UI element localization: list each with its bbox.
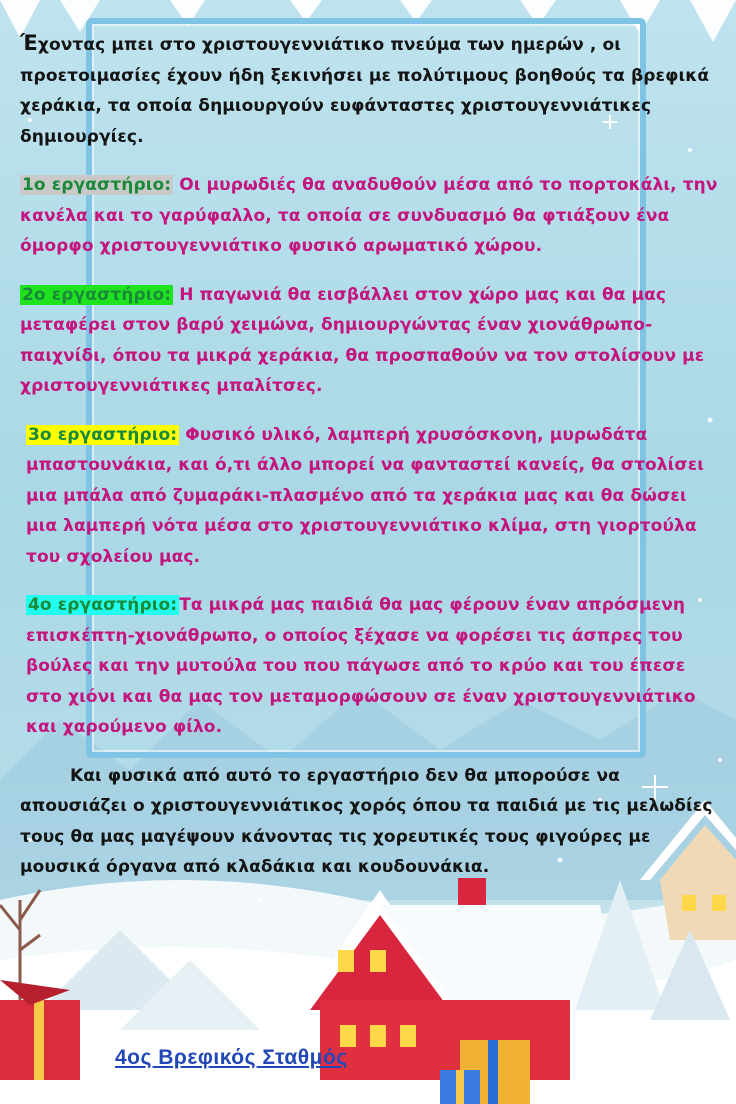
- intro-paragraph: [20, 28, 720, 152]
- workshop-4-text: Τα μικρά μας παιδιά θα μας φέρουν έναν απρόσμενη επισκέπτη-χιονάθρωπο, ο οποίος ξέχασε να φορέσει τις άσπρες του βούλες και την μυτούλα του που πάγωσε από το κρύο και του έπεσε στο χιόνι και θα μας τον μεταμορφώσουν σε έναν χριστουγεννιάτικο και χαρούμενο φίλο.: [26, 595, 696, 737]
- intro-body: προετοιμασίες έχουν ήδη ξεκινήσει με πολύτιμους βοηθούς τα βρεφικά χεράκια, τα οποία δημιουργούν ευφάνταστες χριστουγεννιάτικες δημιουργίες.: [20, 65, 710, 147]
- workshop-1: [20, 170, 720, 262]
- workshop-1-text: Οι μυρωδιές θα αναδυθούν μέσα από το πορτοκάλι, την κανέλα και το γαρύφαλλο, τα οποία σε συνδυασμό θα φτιάξουν ένα όμορφο χριστουγεννιάτικο φυσικό αρωματικό χώρου.: [20, 175, 718, 256]
- workshop-4: [20, 590, 720, 743]
- workshop-3-text: Φυσικό υλικό, λαμπερή χρυσόσκονη, μυρωδάτα μπαστουνάκια, και ό,τι άλλο μπορεί να φανταστεί κανείς, θα στολίσει μια μπάλα από ζυμαράκι-πλασμένο από τα χεράκια μας και θα δώσει μια λαμπερή νότα μέσα στο χριστουγεννιάτικο κλίμα, στη γιορτούλα του σχολείου μας.: [26, 424, 705, 567]
- intro-line1-tail: , οι: [589, 35, 621, 55]
- workshop-2-text: Η παγωνιά θα εισβάλλει στον χώρο μας και θα μας μεταφέρει στον βαρύ χειμώνα, δημιουργώντας έναν χιονάθρωπο-παιχνίδι, όπου τα μικρά χεράκια, θα προσπαθούν να τον στολίσουν με χριστουγεννιάτικες μπαλίτσες.: [20, 284, 705, 396]
- workshop-2: [20, 280, 720, 402]
- workshop-3: [20, 420, 720, 573]
- workshop-4-label: 4ο εργαστήριο:: [28, 595, 178, 615]
- intro-first-letter: Έ: [20, 31, 38, 55]
- footer-signature: 4ος Βρεφικός Σταθμός: [115, 1046, 348, 1069]
- intro-line1: χοντας μπει στο χριστουγεννιάτικο πνεύμα των ημερών: [37, 35, 584, 55]
- workshop-1-label: 1ο εργαστήριο:: [22, 175, 172, 195]
- document-body: [20, 28, 720, 883]
- closing-paragraph: Και φυσικά από αυτό το εργαστήριο δεν θα μπορούσε να απουσιάζει ο χριστουγεννιάτικος χορός όπου τα παιδιά με τις μελωδίες τους θα μας μαγέψουν κάνοντας τις χορευτικές τους φιγούρες με μουσικά όργανα από κλαδάκια και κουδουνάκια.: [20, 765, 713, 877]
- workshop-3-label: 3ο εργαστήριο:: [28, 424, 178, 445]
- workshop-2-label: 2ο εργαστήριο:: [22, 284, 172, 305]
